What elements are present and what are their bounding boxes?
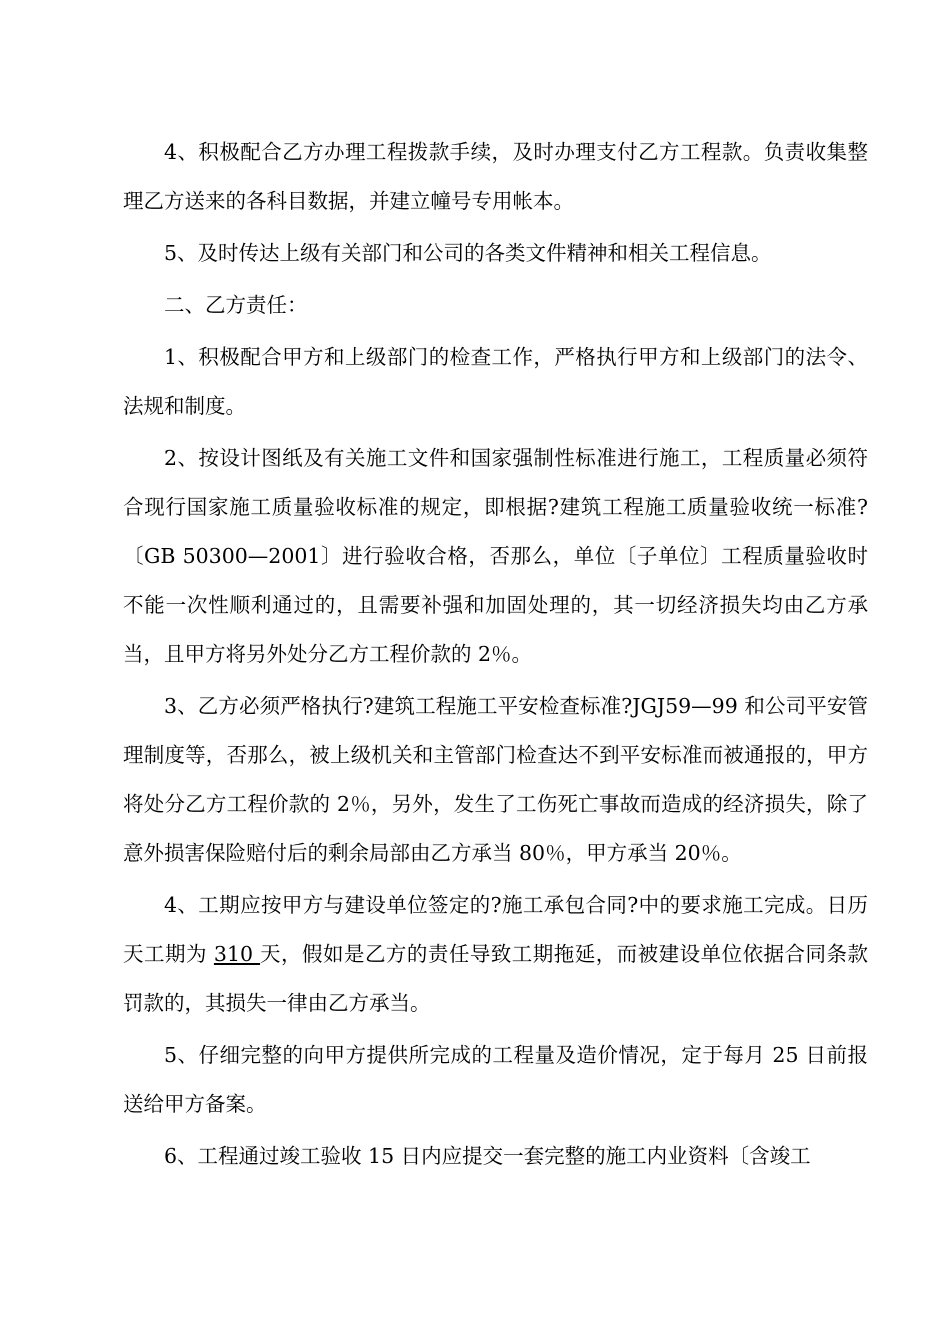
paragraph-contractor-duty-6: 6、工程通过竣工验收 15 日内应提交一套完整的施工内业资料〔含竣工 [164,1144,811,1168]
document-body [123,128,868,1184]
duty-4-text-before: 4、工期应按甲方与建设单位签定的?施工承包合同?中的要求施工完成。日历天工期为 [123,893,868,966]
section-heading-contractor-responsibility: 二、乙方责任： [164,293,308,317]
paragraph-contractor-duty-5: 5、仔细完整的向甲方提供所完成的工程量及造价情况，定于每月 25 日前报送给甲方备案。 [123,1043,868,1116]
paragraph-contractor-duty-3: 3、乙方必须严格执行?建筑工程施工平安检查标准?JGJ59—99 和公司平安管理制度等，否那么，被上级机关和主管部门检查达不到平安标准而被通报的，甲方将处分乙方工程价款的 2％，另外，发生了工伤死亡事故而造成的经济损失，除了意外损害保险赔付后的剩余局部由乙方承当 80％，甲方承当 20％。 [123,694,868,865]
paragraph-owner-duty-5: 5、及时传达上级有关部门和公司的各类文件精神和相关工程信息。 [164,241,772,265]
paragraph-contractor-duty-1: 1、积极配合甲方和上级部门的检查工作，严格执行甲方和上级部门的法令、法规和制度。 [123,345,868,418]
paragraph-contractor-duty-4 [123,881,868,1028]
paragraph-owner-duty-4: 4、积极配合乙方办理工程拨款手续，及时办理支付乙方工程款。负责收集整理乙方送来的各科目数据，并建立幢号专用帐本。 [123,140,868,213]
duty-4-text-after: 天，假如是乙方的责任导致工期拖延，而被建设单位依据合同条款罚款的，其损失一律由乙方承当。 [123,942,868,1015]
paragraph-contractor-duty-2: 2、按设计图纸及有关施工文件和国家强制性标准进行施工，工程质量必须符合现行国家施工质量验收标准的规定，即根据?建筑工程施工质量验收统一标准?〔GB 50300—2001〕进行验收合格，否那么，单位〔子单位〕工程质量验收时不能一次性顺利通过的，且需要补强和加固处理的，其一切经济损失均由乙方承当，且甲方将另外处分乙方工程价款的 2％。 [123,446,868,666]
duty-4-underlined-days: 310 [213,942,261,966]
